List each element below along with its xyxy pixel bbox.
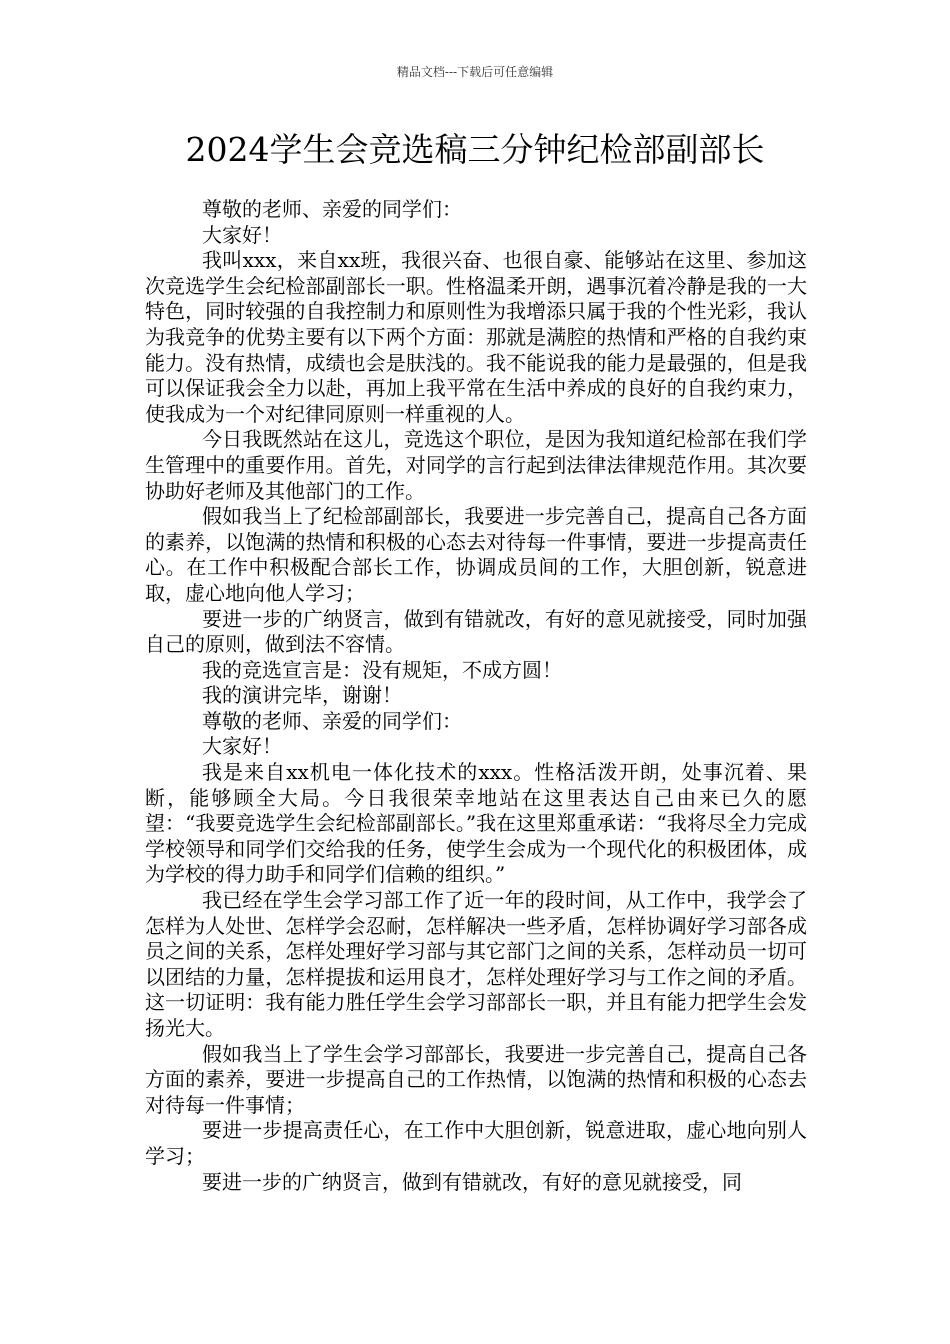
paragraph: 假如我当上了纪检部副部长，我要进一步完善自己，提高自己各方面的素养，以饱满的热情和积极的心态去对待每一件事情，要进一步提高责任心。在工作中积极配合部长工作，协调成员间的工作，大胆创新，锐意进取，虚心地向他人学习； (145, 504, 807, 605)
paragraph: 要进一步的广纳贤言，做到有错就改，有好的意见就接受，同 (202, 1169, 742, 1194)
paragraph: 尊敬的老师、亲爱的同学们： (202, 197, 462, 221)
paragraph: 今日我既然站在这儿，竞选这个职位，是因为我知道纪检部在我们学生管理中的重要作用。首先，对同学的言行起到法律法律规范作用。其次要协助好老师及其他部门的工作。 (145, 427, 807, 503)
paragraph: 我的竞选宣言是：没有规矩，不成方圆！ (202, 657, 562, 682)
paragraph: 尊敬的老师、亲爱的同学们： (202, 708, 462, 733)
paragraph: 假如我当上了学生会学习部部长，我要进一步完善自己，提高自己各方面的素养，要进一步提高自己的工作热情，以饱满的热情和积极的心态去对待每一件事情； (145, 1041, 807, 1117)
paragraph: 我叫xxx，来自xx班，我很兴奋、也很自豪、能够站在这里、参加这次竞选学生会纪检部副部长一职。性格温柔开朗，遇事沉着冷静是我的一大特色，同时较强的自我控制力和原则性为我增添只属于我的个性光彩，我认为我竞争的优势主要有以下两个方面：那就是满腔的热情和严格的自我约束能力。没有热情，成绩也会是肤浅的。我不能说我的能力是最强的，但是我可以保证我会全力以赴，再加上我平常在生活中养成的良好的自我约束力，使我成为一个对纪律同原则一样重视的人。 (145, 248, 807, 426)
paragraph: 要进一步提高责任心，在工作中大胆创新，锐意进取，虚心地向别人学习； (145, 1118, 807, 1168)
paragraph: 要进一步的广纳贤言，做到有错就改，有好的意见就接受，同时加强自己的原则，做到法不容情。 (145, 606, 807, 657)
document-title: 2024学生会竞选稿三分钟纪检部副部长 (185, 130, 765, 169)
document-body (145, 197, 807, 1195)
paragraph: 我的演讲完毕，谢谢！ (202, 683, 402, 708)
paragraph: 大家好！ (202, 734, 282, 759)
paragraph: 大家好！ (202, 222, 282, 247)
paragraph: 我已经在学生会学习部工作了近一年的段时间，从工作中，我学会了怎样为人处世、怎样学会忍耐，怎样解决一些矛盾，怎样协调好学习部各成员之间的关系，怎样处理好学习部与其它部门之间的关系，怎样动员一切可以团结的力量，怎样提拔和运用良才，怎样处理好学习与工作之间的矛盾。这一切证明：我有能力胜任学生会学习部部长一职，并且有能力把学生会发扬光大。 (145, 888, 807, 1040)
paragraph: 我是来自xx机电一体化技术的xxx。性格活泼开朗，处事沉着、果断，能够顾全大局。今日我很荣幸地站在这里表达自己由来已久的愿望：“我要竞选学生会纪检部副部长。”我在这里郑重承诺：“我将尽全力完成学校领导和同学们交给我的任务，使学生会成为一个现代化的积极团体，成为学校的得力助手和同学们信赖的组织。” (145, 760, 807, 887)
page-header: 精品文档---下载后可任意编辑 (396, 65, 554, 79)
